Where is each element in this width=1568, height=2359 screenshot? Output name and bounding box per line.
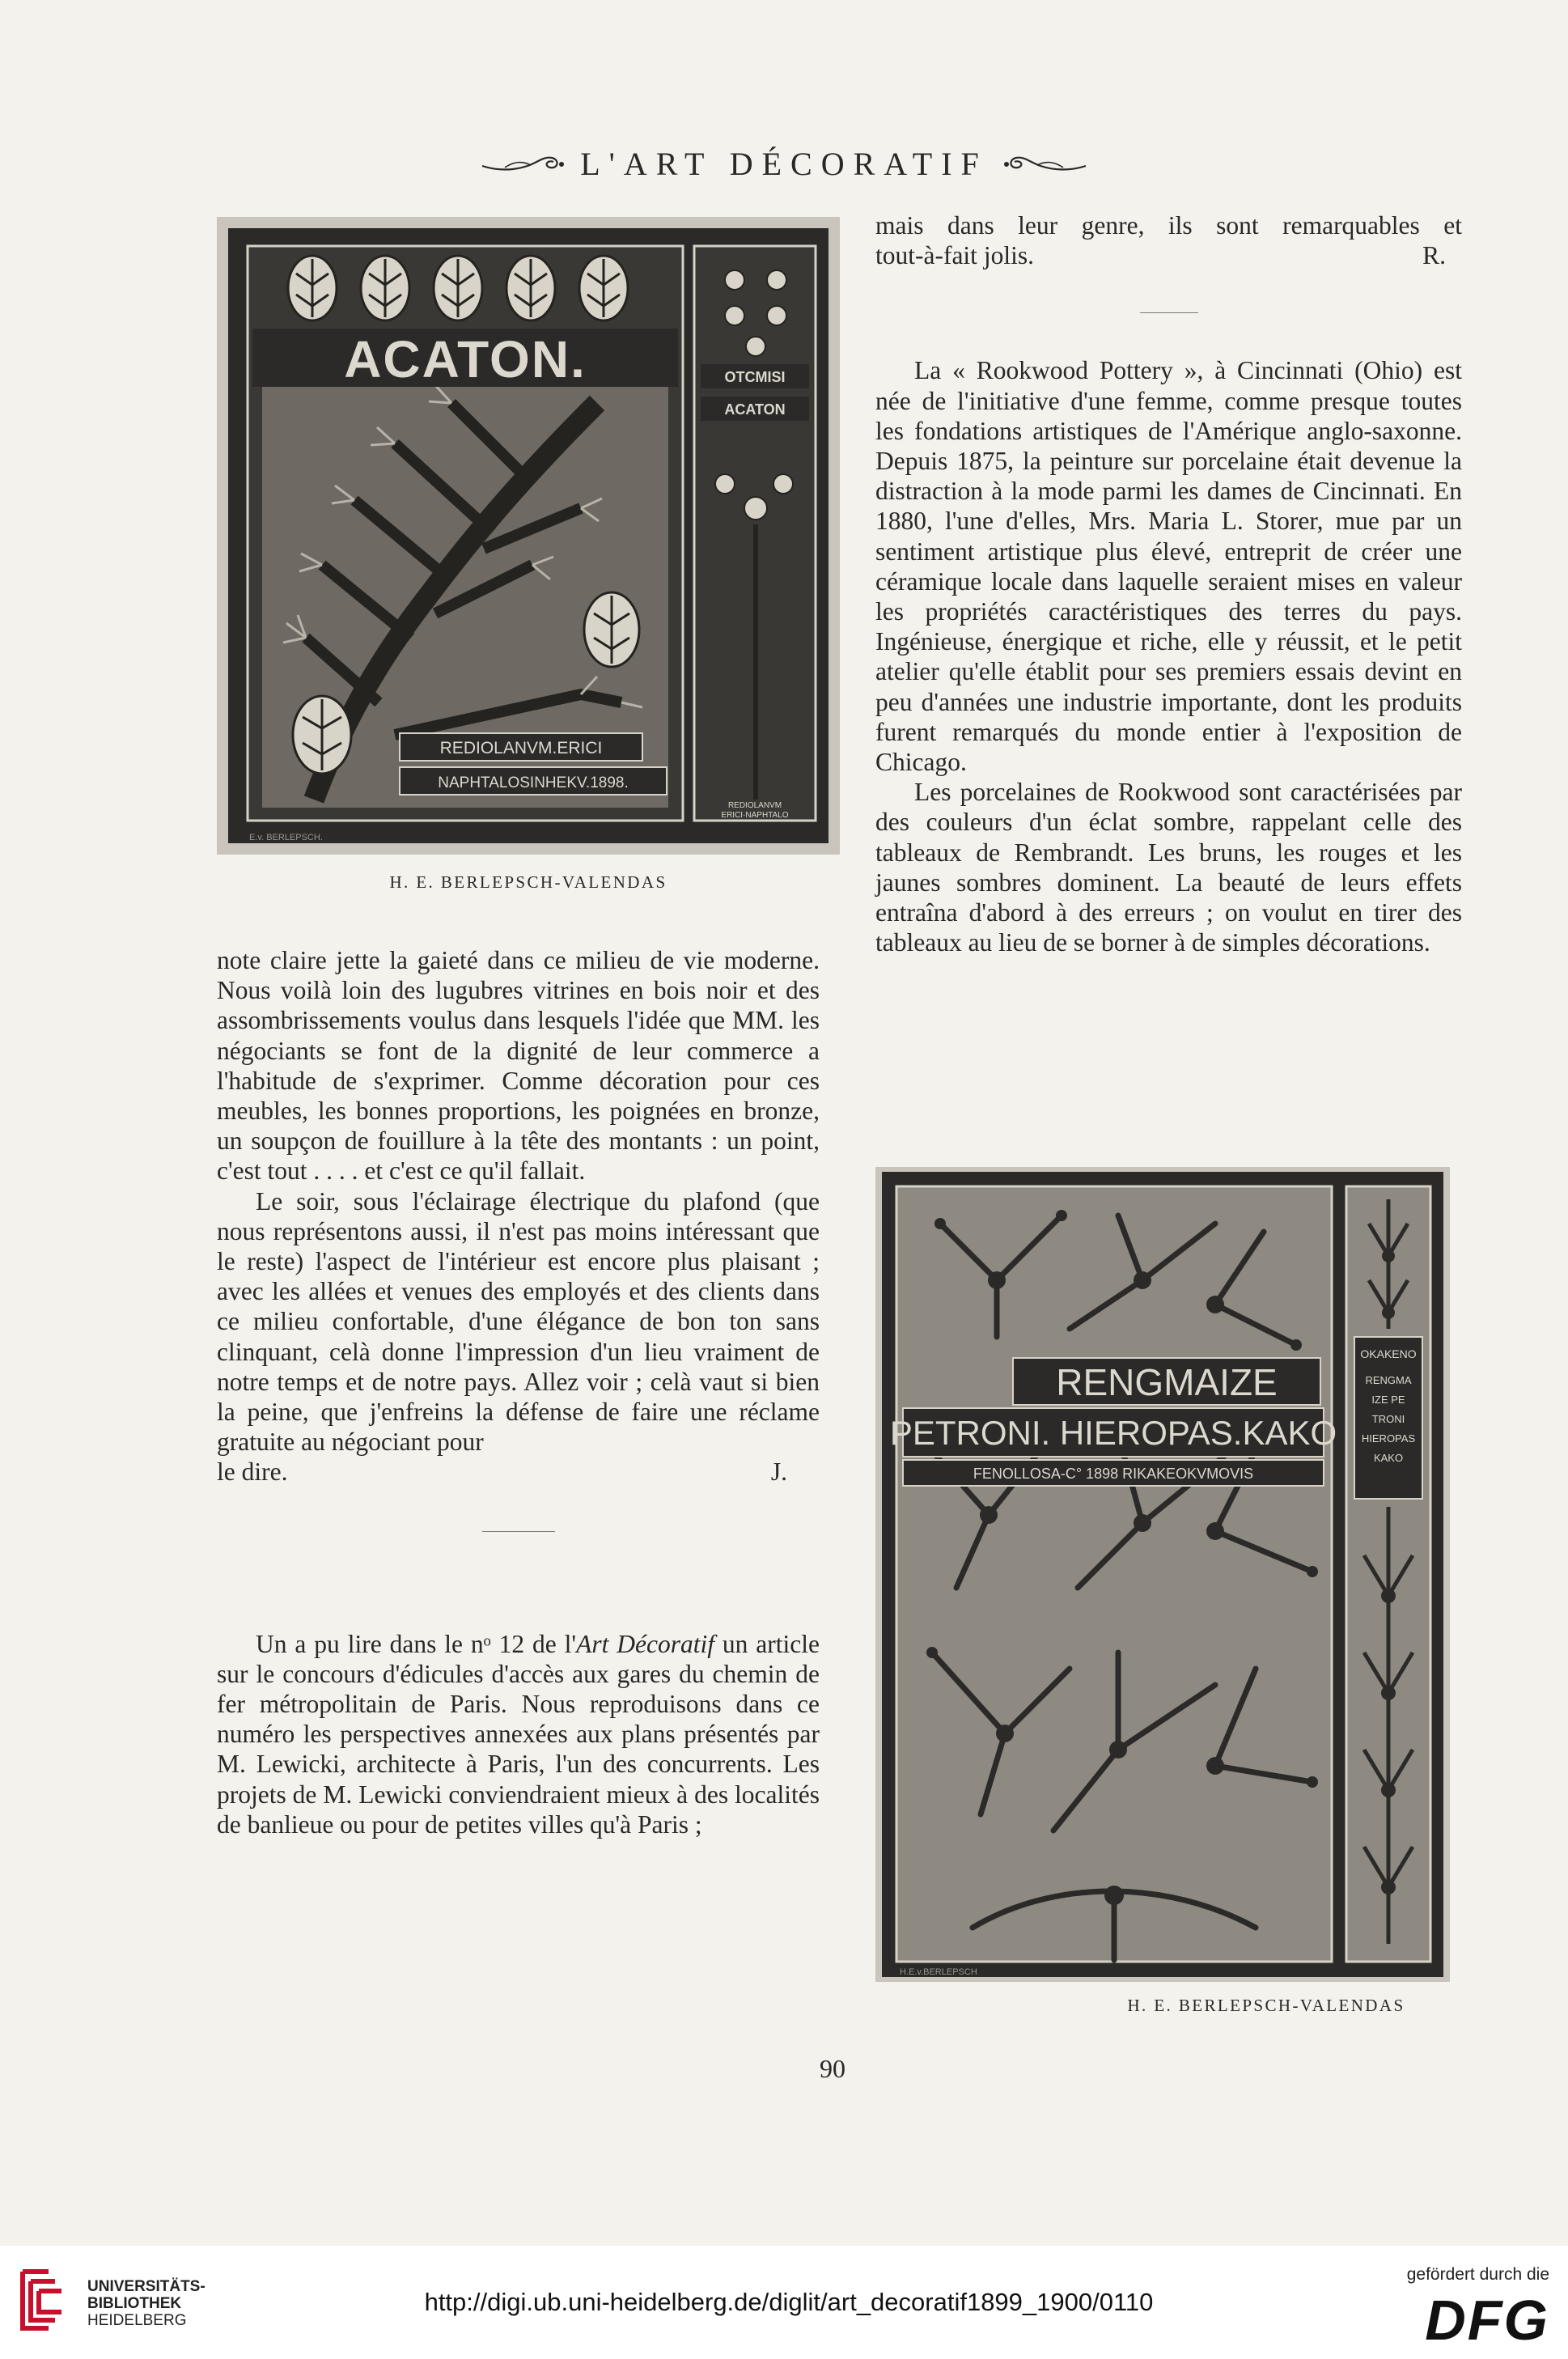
spine2-sub-5: KAKO: [1373, 1452, 1404, 1464]
figure2-caption: H. E. BERLEPSCH-VALENDAS: [1127, 1996, 1405, 2015]
page-number: 90: [820, 2054, 845, 2083]
running-header: [0, 139, 1568, 188]
figure1-caption: H. E. BERLEPSCH-VALENDAS: [389, 872, 667, 892]
cover-title: ACATON.: [344, 330, 587, 388]
library-line-2: BIBLIOTHEK: [87, 2295, 182, 2312]
figure-acaton-book: [217, 217, 840, 855]
digitization-footer: [0, 2246, 1568, 2359]
figure-rengmaize-book: [875, 1167, 1450, 1982]
left-column-text: [217, 945, 820, 1839]
metro-paragraph: Un a pu lire dans le nᵒ 12 de l'Art Décoratif un article sur le concours d'édicules d'accès aux gares du chemin de fer métropolitain de Paris. Nous reproduisons dans ce numéro les perspectives annexées aux plans présentés par M. Lewicki, architecte à Paris, l'un des concurrents. Les projets de M. Lewicki conviendraient mieux à des localités de banlieue ou pour de petites villes qu'à Paris ;: [217, 1629, 820, 1839]
shop-last-line: le dire.: [217, 1457, 288, 1487]
section-rule-2: [482, 1531, 555, 1532]
page-title: L'ART DÉCORATIF: [580, 145, 988, 182]
right-ornament-icon: [1002, 150, 1087, 177]
spine-title-top: OTCMISI: [724, 369, 786, 385]
continuation-line: mais dans leur genre, ils sont remarquables et: [875, 211, 1462, 240]
spine2-sub-3: TRONI: [1371, 1413, 1405, 1425]
acaton-plate: [217, 217, 840, 855]
shop-paragraph-end: [217, 1457, 820, 1487]
cover2-subtitle: PETRONI. HIEROPAS.KAKO: [889, 1414, 1337, 1452]
shop-paragraph-2: Le soir, sous l'éclairage électrique du plafond (que nous représentons aussi, il n'est pas moins intéressant que le reste) l'aspect de l'intérieur est encore plus plaisant ; avec les allées et venues des employés et des clients dans ce milieu confortable, d'une élégance de bon ton sans clinquant, celà donne l'impression d'un lieu vraiment de notre temps et de notre pays. Allez voir ; celà vaut si bien la peine, que j'enfreins la défense de faire une réclame gratuite au négociant pour: [217, 1186, 820, 1457]
spine-title-mid: ACATON: [724, 401, 786, 418]
library-name: [87, 2278, 206, 2329]
cover-imprint-2: NAPHTALOSINHEKV.1898.: [438, 774, 629, 791]
spine2-sub-4: HIEROPAS: [1361, 1432, 1416, 1445]
journal-title: Art Décoratif: [576, 1629, 714, 1658]
signature-r: R.: [1422, 241, 1446, 270]
continuation-last-line: tout-à-fait jolis.: [875, 241, 1034, 270]
rengmaize-plate: [875, 1167, 1450, 1982]
signature-j: J.: [770, 1457, 787, 1487]
library-logo-icon: [16, 2264, 74, 2336]
cover-imprint-1: REDIOLANVM.ERICI: [439, 739, 603, 757]
permalink-url[interactable]: http://digi.ub.uni-heidelberg.de/diglit/art_decoratif1899_1900/0110: [424, 2288, 1154, 2316]
library-line-1: UNIVERSITÄTS-: [87, 2278, 206, 2295]
cover2-imprint: FENOLLOSA-C° 1898 RIKAKEOKVMOVIS: [973, 1466, 1254, 1482]
spine2-sub-1: RENGMA: [1365, 1374, 1412, 1386]
section-rule: [1140, 312, 1198, 313]
library-line-3: HEIDELBERG: [87, 2312, 187, 2329]
rookwood-paragraph-2: Les porcelaines de Rookwood sont caractérisées par des couleurs d'un éclat sombre, rappelant celle des tableaux de Rembrandt. Les bruns, les rouges et les jaunes sombres dominent. La beauté de leurs effets entraîna d'abord à des erreurs ; on voulut en tirer des tableaux au lieu de se borner à de simples décorations.: [875, 778, 1462, 957]
artist-mark-2: H.E.v.BERLEPSCH: [900, 1967, 977, 1977]
spine-imprint-1: REDIOLANVM: [727, 801, 782, 810]
spine2-sub-2: IZE PE: [1371, 1394, 1405, 1406]
cover2-title: RENGMAIZE: [1056, 1361, 1278, 1403]
shop-paragraph-1: note claire jette la gaieté dans ce milieu de vie moderne. Nous voilà loin des lugubres vitrines en bois noir et des assombrissements voulus dans lesquels l'idée que MM. les négociants se font de la dignité de leur commerce a l'habitude de s'exprimer. Comme décoration pour ces meubles, les bonnes proportions, les poignées en bronze, un soupçon de fouillure à la tête des montants : un point, c'est tout . . . . et c'est ce qu'il fallait.: [217, 946, 820, 1186]
spine2-label: OKAKENO: [1360, 1347, 1417, 1360]
spine-imprint-2: ERICI·NAPHTALO: [721, 811, 789, 820]
left-ornament-icon: [481, 150, 566, 177]
artist-mark: E.v. BERLEPSCH.: [249, 833, 323, 842]
dfg-logo: DFG: [1425, 2289, 1549, 2352]
right-column-text: [875, 210, 1462, 957]
rookwood-paragraph-1: La « Rookwood Pottery », à Cincinnati (Ohio) est née de l'initiative d'une femme, comme presque toutes les fondations artistiques de l'Amérique anglo-saxonne. Depuis 1875, la peinture sur porcelaine était devenue la distraction à la mode parmi les dames de Cincinnati. En 1880, l'une d'elles, Mrs. Maria L. Storer, mue par un sentiment artistique plus élevé, entreprit de créer une céramique locale dans laquelle seraient mises en valeur les propriétés caractéristiques des terres du pays. Ingénieuse, énergique et riche, elle y réussit, et le petit atelier qu'elle établit pour ses premiers essais devint en peu d'années une industrie importante, dont les produits furent remarqués du monde entier à l'exposition de Chicago.: [875, 356, 1462, 777]
funding-note: gefördert durch die: [1406, 2265, 1549, 2284]
continuation-end: [875, 240, 1462, 270]
